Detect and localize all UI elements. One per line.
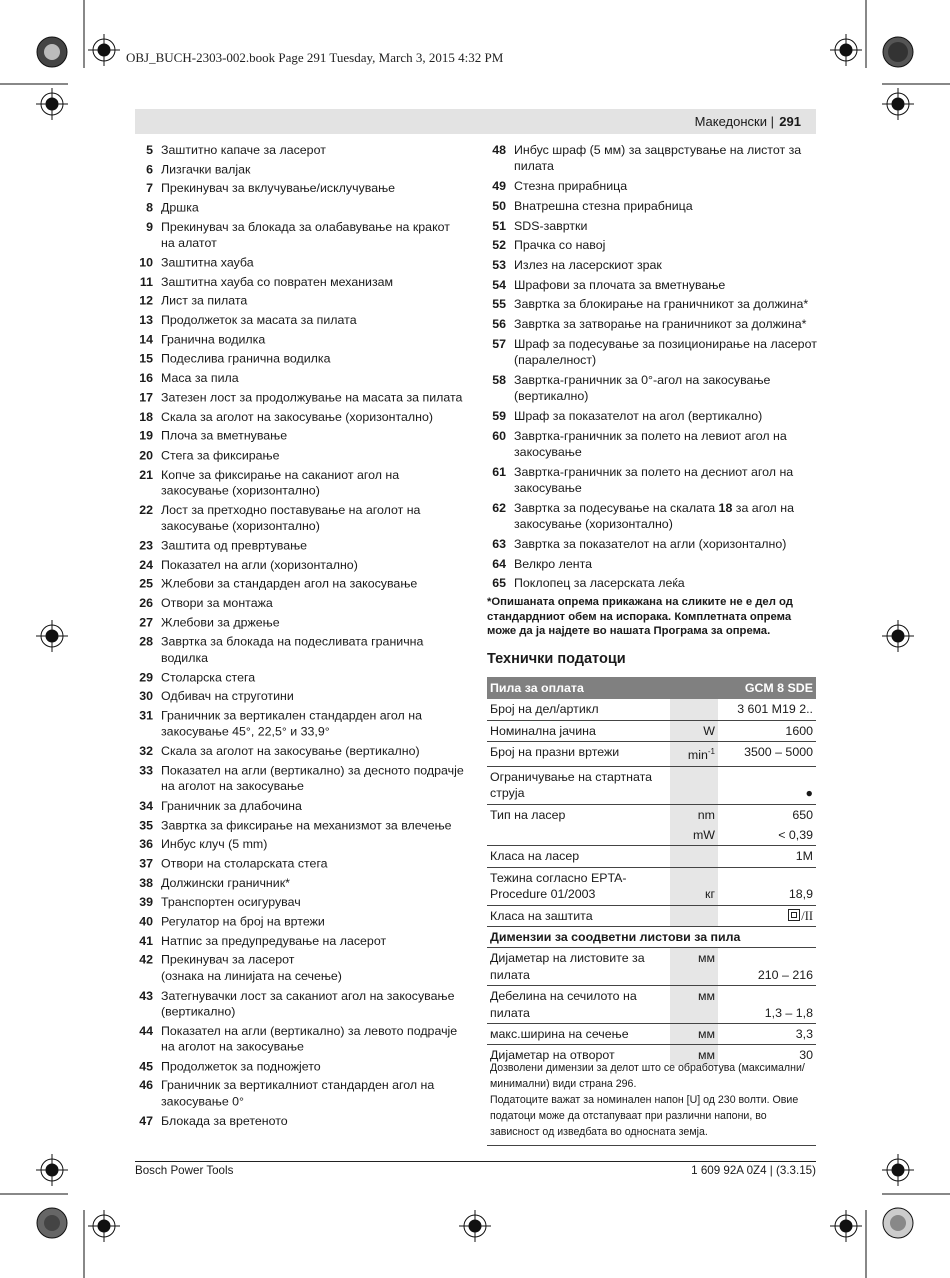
item-text: Завртка-граничник за 0°-агол на закосување (вертикално) xyxy=(514,372,771,404)
item-number: 53 xyxy=(492,257,506,272)
item-number: 50 xyxy=(492,198,506,213)
item-text: Гранична водилка xyxy=(161,332,266,347)
item-text: Прекинувач за ласерот (ознака на линијата на сечење) xyxy=(161,953,342,984)
item-number: 15 xyxy=(139,351,153,366)
item-text: Дршка xyxy=(161,200,199,215)
item-text: Завртка-граничник за полето на десниот агол на закосување xyxy=(514,464,794,496)
item-number: 30 xyxy=(139,689,153,704)
registration-mark-right-bottom xyxy=(882,1154,914,1186)
item-text: Натпис за предупредување на ласерот xyxy=(161,933,387,948)
item-number: 36 xyxy=(139,837,153,852)
tech-value: 1,3 – 1,8 xyxy=(718,986,816,1024)
tech-head-model: GCM 8 SDE xyxy=(718,677,816,699)
registration-mark-bottom-left xyxy=(88,1210,120,1242)
tech-label: Класа на заштита xyxy=(487,905,670,926)
tech-value: 3 601 M19 2.. xyxy=(718,699,816,720)
tech-label: Дијаметар на листовите за пилата xyxy=(487,948,670,986)
tech-value: 1M xyxy=(718,846,816,867)
tech-note-dimensions: Дозволени димензии за делот што се обработува (максимални/минимални) види страна 296. xyxy=(490,1062,805,1090)
item-text: Завртка за показателот на агли (хоризонтално) xyxy=(514,536,787,551)
item-number: 8 xyxy=(146,200,153,215)
item-text: Транспортен осигурувач xyxy=(161,895,301,910)
item-number: 58 xyxy=(492,372,506,387)
item-text: SDS-завртки xyxy=(514,218,588,233)
item-text: Внатрешна стезна прирабница xyxy=(514,198,693,213)
item-number: 24 xyxy=(139,557,153,572)
tech-label: Тип на ласер xyxy=(487,804,670,846)
color-target-top-left xyxy=(37,37,67,67)
item-text: Продолжеток за подножјето xyxy=(161,1059,321,1074)
tech-value: 210 – 216 xyxy=(718,948,816,986)
item-text: Одбивач на струготини xyxy=(161,689,294,704)
tech-section-title: Димензии за соодветни листови за пила xyxy=(487,927,816,948)
footer-doc-code: 1 609 92A 0Z4 | (3.3.15) xyxy=(691,1164,816,1177)
item-number: 65 xyxy=(492,576,506,591)
tech-label: Тежина согласно EPTA-Procedure 01/2003 xyxy=(487,867,670,905)
item-text: Показател на агли (хоризонтално) xyxy=(161,557,358,572)
item-text: Затегнувачки лост за саканиот агол на закосување (вертикално) xyxy=(161,988,455,1019)
tech-head-label: Пила за оплата xyxy=(487,677,718,699)
registration-mark-bottom-center xyxy=(459,1210,491,1242)
tech-note-voltage: Податоците важат за номинален напон [U] од 230 волти. Овие податоци може да отстапуваат при различни напони, во зависност од изведбата во односната земја. xyxy=(490,1094,799,1138)
item-number: 6 xyxy=(146,162,153,176)
item-number: 11 xyxy=(139,274,153,289)
registration-mark-left-mid xyxy=(36,620,68,652)
registration-mark-right-top xyxy=(882,88,914,120)
registration-mark-top-left xyxy=(88,34,120,66)
item-text: Граничник за вертикалниот стандарден агол на закосување 0° xyxy=(161,1078,435,1109)
tech-unit: mW xyxy=(670,825,718,846)
item-text: Отвори за монтажа xyxy=(161,596,273,611)
footer-brand: Bosch Power Tools xyxy=(135,1164,234,1177)
item-text: Жлебови за држење xyxy=(161,615,280,630)
item-text: Подеслива гранична водилка xyxy=(161,351,331,366)
tech-unit: W xyxy=(670,720,718,741)
item-number: 61 xyxy=(492,464,506,479)
item-text: Скала за аголот на закосување (хоризонтално) xyxy=(161,409,433,424)
item-text: Граничник за вертикален стандарден агол на закосување 45°, 22,5° и 33,9° xyxy=(161,708,422,739)
item-text: Стега за фиксирање xyxy=(161,448,280,463)
item-text: Завртка за фиксирање на механизмот за влечење xyxy=(161,818,452,832)
item-text: Прачка со навој xyxy=(514,238,606,253)
protection-class-text: /II xyxy=(801,908,813,923)
tech-value: 30 xyxy=(799,1048,813,1063)
registration-mark-bottom-right xyxy=(830,1210,862,1242)
item-text-ref: 18 xyxy=(718,500,733,515)
item-text: Лизгачки валјак xyxy=(161,162,251,176)
item-text: Стезна прирабница xyxy=(514,179,628,194)
item-text: Завртка-граничник за полето на левиот агол на закосување xyxy=(514,428,787,460)
print-header: OBJ_BUCH-2303-002.book Page 291 Tuesday, March 3, 2015 4:32 PM xyxy=(126,50,504,65)
item-number: 49 xyxy=(492,179,506,194)
tech-unit: мм xyxy=(670,1024,718,1045)
tech-unit: мм xyxy=(670,948,718,986)
footnote: *Опишаната опрема прикажана на сликите не е дел од стандардниот обем на испорака. Комплетната опрема може да ја најдете во нашата Програма за опрема. xyxy=(487,596,793,638)
item-text: Излез на ласерскиот зрак xyxy=(514,257,662,272)
tech-label: Дијаметар на отворот xyxy=(490,1048,615,1063)
item-number: 10 xyxy=(139,255,153,270)
item-text: Скала за аголот на закосување (вертикално) xyxy=(161,744,420,758)
item-number: 18 xyxy=(139,409,153,424)
tech-unit: кг xyxy=(670,867,718,905)
item-number: 34 xyxy=(139,798,153,813)
item-number: 41 xyxy=(139,933,153,948)
item-text: Прекинувач за вклучување/исклучување xyxy=(161,181,396,196)
item-number: 13 xyxy=(139,313,153,328)
item-number: 16 xyxy=(139,371,153,385)
item-number: 45 xyxy=(139,1059,153,1074)
header-separator: | xyxy=(770,114,774,129)
item-number: 63 xyxy=(492,536,506,551)
unit-base: min xyxy=(687,748,708,763)
item-number: 14 xyxy=(139,332,153,347)
tech-value-bullet: ● xyxy=(718,766,816,804)
item-text: Шраф за подесување за позиционирање на ласерот (паралелност) xyxy=(514,336,817,368)
item-text: Заштитна хауба со повратен механизам xyxy=(161,274,394,289)
item-text: Жлебови за стандарден агол на закосување xyxy=(161,577,418,591)
item-number: 55 xyxy=(492,297,506,312)
item-number: 52 xyxy=(492,238,506,253)
item-text: Прекинувач за блокада за олабавување на кракот на алатот xyxy=(161,220,450,250)
item-number: 23 xyxy=(139,538,153,553)
item-text: Заштита од превртување xyxy=(161,538,308,553)
item-text: Столарска стега xyxy=(161,670,256,685)
item-text: Заштитна хауба xyxy=(161,255,254,270)
item-text: Показател на агли (вертикално) за десното подрачје на аголот на закосување xyxy=(161,763,464,794)
item-text: Регулатор на број на вртежи xyxy=(161,914,325,929)
tech-value: 1600 xyxy=(718,720,816,741)
item-text: Инбус шраф (5 мм) за зацврстување на листот за пилата xyxy=(514,143,802,174)
item-number: 12 xyxy=(139,294,153,308)
item-number: 56 xyxy=(492,317,506,332)
tech-value: 3500 – 5000 xyxy=(718,742,816,767)
tech-value: 650 xyxy=(792,807,813,822)
tech-unit: мм xyxy=(670,986,718,1024)
registration-mark-left-bottom xyxy=(36,1154,68,1186)
item-number: 17 xyxy=(139,390,153,405)
tech-label: Број на празни вртежи xyxy=(487,742,670,767)
item-number: 9 xyxy=(146,220,153,234)
item-number: 51 xyxy=(492,218,506,233)
item-number: 59 xyxy=(492,408,506,423)
tech-unit: nm xyxy=(670,804,718,825)
item-number: 32 xyxy=(139,744,153,758)
item-text: Затезен лост за продолжување на масата за пилата xyxy=(161,390,463,405)
item-number: 64 xyxy=(492,556,506,571)
item-number: 42 xyxy=(139,953,153,967)
item-text-part: за агол на закосување (хоризонтално) xyxy=(514,500,794,532)
tech-label: Класа на ласер xyxy=(487,846,670,867)
header-language: Македонски xyxy=(694,114,767,129)
tech-label: Ограничување на стартната струја xyxy=(487,766,670,804)
item-text: Заштитно капаче за ласерот xyxy=(161,142,326,157)
registration-mark-top-right xyxy=(830,34,862,66)
item-number: 57 xyxy=(492,336,506,351)
item-text: Шраф за показателот на агол (вертикално) xyxy=(514,408,763,423)
tech-value: < 0,39 xyxy=(718,825,816,846)
item-text: Инбус клуч (5 mm) xyxy=(161,837,268,852)
tech-label: Број на дел/артикл xyxy=(487,699,670,720)
item-number: 35 xyxy=(139,818,153,832)
item-text: Лист за пилата xyxy=(161,294,248,308)
item-text: Велкро лента xyxy=(514,556,593,571)
item-number: 29 xyxy=(139,670,153,685)
item-number: 7 xyxy=(146,181,153,196)
tech-value: 3,3 xyxy=(718,1024,816,1045)
tech-unit: мм xyxy=(670,1045,718,1066)
item-number: 27 xyxy=(139,615,153,630)
item-number: 19 xyxy=(139,429,153,443)
item-text: Блокада за вретеното xyxy=(161,1113,288,1128)
tech-label: макс.ширина на сечење xyxy=(487,1024,670,1045)
item-text: Шрафови за плочата за вметнување xyxy=(514,277,726,292)
unit-sup: -1 xyxy=(707,747,715,757)
registration-mark-right-mid xyxy=(882,620,914,652)
item-text: Завртка за блокирање на граничникот за должина* xyxy=(514,297,809,312)
item-number: 48 xyxy=(492,143,506,157)
item-number: 43 xyxy=(139,988,153,1003)
item-text: Копче за фиксирање на саканиот агол на закосување (хоризонтално) xyxy=(161,467,400,498)
item-text: Продолжеток за масата за пилата xyxy=(161,313,357,328)
item-text: Завртка за блокада на подесливата гранична водилка xyxy=(161,634,424,665)
tech-data-title: Технички податоци xyxy=(487,651,626,667)
item-number: 60 xyxy=(492,428,506,443)
registration-mark-left-top xyxy=(36,88,68,120)
item-number: 62 xyxy=(492,500,506,515)
item-text: Лост за претходно поставување на аголот на закосување (хоризонтално) xyxy=(161,503,421,533)
item-number: 33 xyxy=(139,763,153,778)
tech-value: 18,9 xyxy=(718,867,816,905)
item-number: 39 xyxy=(139,895,153,910)
item-number: 44 xyxy=(139,1023,153,1038)
item-text: Отвори на столарската стега xyxy=(161,856,328,871)
item-number: 5 xyxy=(146,142,153,157)
item-text: Плоча за вметнување xyxy=(161,429,288,443)
header-page-number: 291 xyxy=(779,114,801,129)
item-number: 46 xyxy=(139,1078,153,1093)
item-number: 40 xyxy=(139,914,153,929)
item-number: 31 xyxy=(139,708,153,723)
item-number: 47 xyxy=(139,1113,153,1128)
item-number: 54 xyxy=(492,277,506,292)
item-text: Поклопец за ласерската леќа xyxy=(514,576,685,591)
item-number: 38 xyxy=(139,876,153,890)
item-text: Граничник за длабочина xyxy=(161,798,302,813)
item-text: Должински граничник* xyxy=(161,876,290,890)
item-number: 37 xyxy=(139,856,153,871)
item-number: 26 xyxy=(139,596,153,611)
item-text: Показател на агли (вертикално) за левото подрачје на аголот на закосување xyxy=(161,1023,458,1054)
color-target-bottom-left xyxy=(37,1208,67,1238)
item-number: 22 xyxy=(139,503,153,517)
item-text: Маса за пила xyxy=(161,371,239,385)
color-target-bottom-right xyxy=(883,1208,913,1238)
item-text: Завртка за затворање на граничникот за должина* xyxy=(514,317,807,332)
item-number: 25 xyxy=(139,577,153,591)
tech-label: Номинална јачина xyxy=(487,720,670,741)
item-text-part: Завртка за подесување на скалата xyxy=(514,500,719,515)
item-number: 28 xyxy=(139,634,153,649)
item-number: 20 xyxy=(139,448,153,463)
tech-label: Дебелина на сечилото на пилата xyxy=(487,986,670,1024)
color-target-top-right xyxy=(883,37,913,67)
item-number: 21 xyxy=(139,467,153,482)
